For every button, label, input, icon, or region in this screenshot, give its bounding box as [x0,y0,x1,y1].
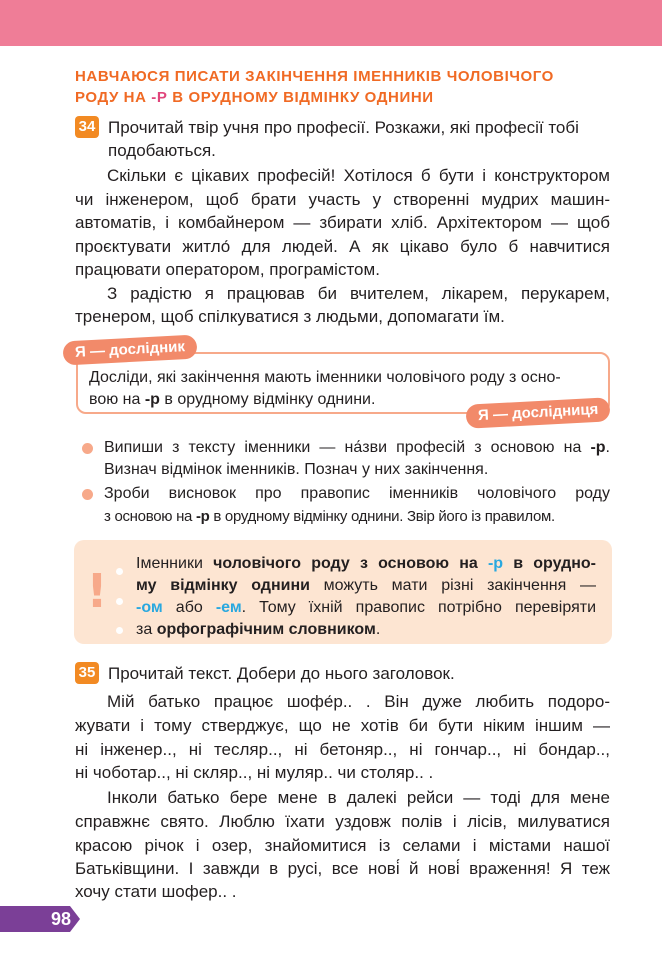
rule-bold: му відмінку однини [136,577,310,594]
bullet-text: в орудному відмінку однини. Звір його із правилом. [209,508,555,525]
text-line: Інколи батько бере мене в далекі рейси — тоді для мене [107,788,610,807]
dot-icon [116,627,123,634]
rule-line [136,575,596,597]
text-line: працювати оператором, програмістом. [75,260,380,279]
rule-text: . [375,621,381,638]
task-instruction-line: Прочитай твір учня про професії. Розкажи, які професії тобі [108,118,579,137]
bullet-text: . [605,439,610,456]
bullet-line: Зроби висновок про правопис іменників чоловічого роду [104,485,610,502]
text-line: Скільки є цікавих професій! Хотілося б бути і конструктором [107,166,610,185]
rule-line [136,619,596,641]
section-heading [75,66,635,108]
research-text-part: в орудному відмінку однини. [159,391,376,408]
bullet-line [104,436,610,459]
bullet-line [104,505,555,528]
rule-ending-em: -ем [215,599,242,616]
rule-line [136,597,596,619]
rule-text: або [162,599,216,616]
rule-text: Іменники [136,555,214,572]
researcher-tag: Я — дослідник [62,335,197,366]
bullet-line: Визнач відмінок іменників. Познач у них закінчення. [104,461,489,478]
rule-text: за [136,621,157,638]
bullet-ending: -р [195,508,210,525]
heading-text-end: В ОРУДНОМУ ВІДМІНКУ ОДНИНИ [167,89,434,106]
exclamation-icon: ! [86,564,108,618]
rule-text: . Тому їхній правопис потрібно перевіряти [241,599,596,616]
researcher-female-tag: Я — дослідниця [465,397,610,429]
top-banner [0,0,662,46]
bullet-ending: -р [590,439,606,456]
rule-bold: в орудно- [503,555,596,572]
research-text-part: вою на [89,391,145,408]
rule-bold: чоловічого роду з основою на [213,555,488,572]
text-line: жувати і тому стверджує, що не хотів би бути ніким іншим — [75,716,610,735]
research-line-1: Досліди, які закінчення мають іменники чоловічого роду з осно- [89,369,561,386]
text-line: справжнє свято. Люблю їхати уздовж полів і лісів, милуватися [75,812,610,831]
dot-icon [116,598,123,605]
bullet-dot [82,443,93,454]
bullet-text: Випиши з тексту іменники — на́зви професій з основою на [104,439,591,456]
task-instruction-line: подобаються. [108,141,216,160]
text-line: проєктувати житло́ для людей. А як цікаво було б навчитися [75,237,610,256]
text-line: хочу стати шофер.. . [75,882,237,901]
text-line: ні чоботар.., ні скляр.., ні муляр.. чи столяр.. . [75,763,434,782]
heading-line-2 [75,87,635,108]
bullet-text: з основою на [104,508,196,525]
bullet-dot [82,489,93,500]
research-ending: -р [144,391,160,408]
page-number: 98 [50,909,72,929]
text-line: чи інженером, щоб брати участь у створенні мудрих машин- [75,190,610,209]
rule-text: можуть мати різні закінчення — [309,577,596,594]
rule-ending: -р [487,555,504,572]
rule-line [136,553,596,575]
task-instruction-line: Прочитай текст. Добери до нього заголовок. [108,664,455,683]
heading-accent: -Р [151,89,168,106]
text-line: тренером, щоб спілкуватися з людьми, допомагати їм. [75,307,505,326]
text-line: красою річок і озер, знайомитися із селами і містами нашої [75,836,610,855]
task-number-badge: 35 [75,662,99,684]
text-line: ні інженер.., ні тесляр.., ні бетоняр.., ні гончар.., ні бондар.., [75,740,610,759]
text-line: Батьківщини. І завжди в русі, все нові́ й нові́ враження! Я теж [75,859,610,878]
task-number-badge: 34 [75,116,99,138]
text-line: Мій батько працює шофе́р.. . Він дуже любить подоро- [107,692,610,711]
heading-line-1: НАВЧАЮСЯ ПИСАТИ ЗАКІНЧЕННЯ ІМЕННИКІВ ЧОЛОВІЧОГО [75,68,554,85]
dot-icon [116,568,123,575]
heading-text: РОДУ НА [75,89,152,106]
text-line: автоматів, і комбайнером — збирати хліб. Архітектором — щоб [75,213,610,232]
rule-bold: орфографічним словником [156,621,376,638]
text-line: З радістю я працював би вчителем, лікарем, перукарем, [107,284,610,303]
rule-ending-om: -ом [136,599,163,616]
